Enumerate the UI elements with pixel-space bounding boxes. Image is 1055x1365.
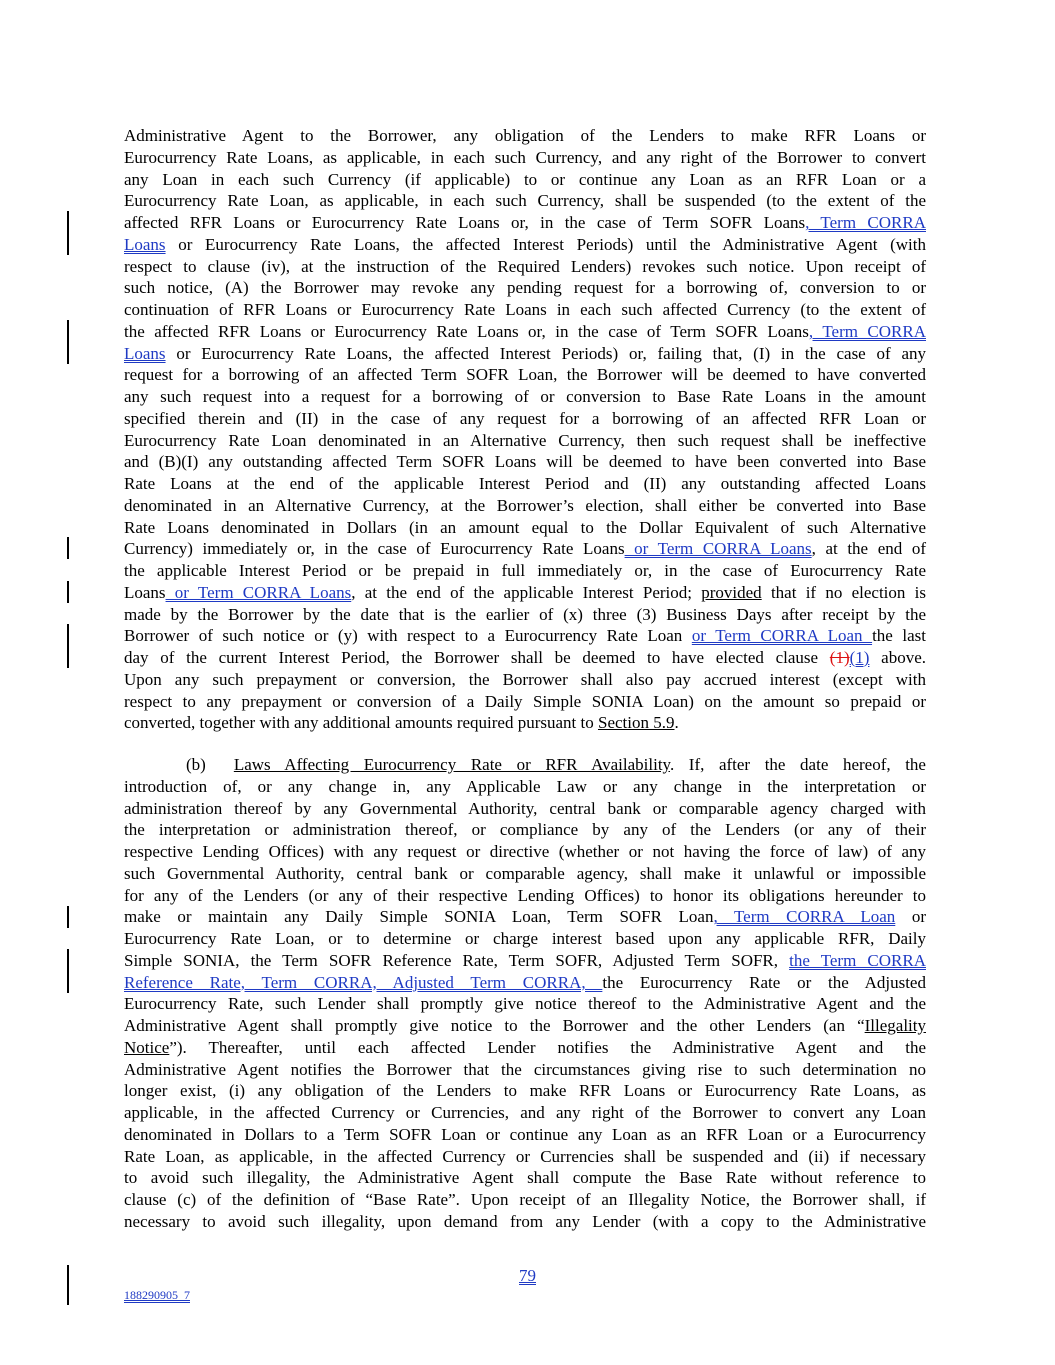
text-run: or <box>895 907 926 927</box>
change-bar <box>67 624 69 668</box>
change-bar <box>67 320 69 364</box>
text-line <box>124 1059 926 1081</box>
text-line <box>124 517 926 539</box>
page-number: 79 <box>519 1266 536 1285</box>
text-run: longer exist, (i) any obligation of the Lenders to make RFR Loans or Eurocurrency Rate Loans, as <box>124 1081 926 1101</box>
text-run: converted, together with any additional amounts required pursuant to <box>124 713 598 733</box>
text-run: the applicable Interest Period or be prepaid in full immediately or, in the case of Eurocurrency Rate <box>124 561 926 580</box>
text-run: to avoid such illegality, the Administrative Agent shall compute the Base Rate without reference to <box>124 1168 926 1188</box>
text-line <box>124 1167 926 1189</box>
text-line <box>124 1211 926 1233</box>
text-line <box>124 1015 926 1037</box>
text-line <box>124 863 926 885</box>
text-run: made by the Borrower by the date that is the earlier of (x) three (3) Business Days after receipt by the <box>124 604 926 624</box>
inserted-text: Loans <box>124 343 166 363</box>
text-run: Simple SONIA, the Term SOFR Reference Rate, Term SOFR, Adjusted Term SOFR, <box>124 950 790 970</box>
text-run: Eurocurrency Rate Loan, as applicable, in each such Currency, shall be suspended (to the extent of the <box>124 191 926 211</box>
change-bar <box>67 906 69 928</box>
text-run: necessary to avoid such illegality, upon demand from any Lender (with a copy to the Administrative <box>124 1211 926 1231</box>
text-run: Eurocurrency Rate Loan, or to determine or charge interest based upon any applicable RFR, Daily <box>124 929 926 948</box>
text-line <box>186 754 926 776</box>
text-run: Upon any such prepayment or conversion, the Borrower shall also pay accrued interest (except with <box>124 669 926 689</box>
text-line <box>124 972 926 994</box>
underlined-text: Notice <box>124 1037 170 1057</box>
text-run: , at the end of <box>811 539 926 559</box>
text-run: and (B)(I) any outstanding affected Term SOFR Loans will be deemed to have been converted into Base <box>124 452 926 472</box>
text-line <box>124 408 926 430</box>
inserted-text: , Term CORRA <box>808 321 926 341</box>
text-line <box>124 819 926 841</box>
underlined-text: Illegality <box>864 1016 926 1035</box>
text-run: respect to clause (iv), at the instruction of the Required Lenders) revokes such notice. Upon receipt of <box>124 256 926 276</box>
text-line <box>124 321 926 343</box>
text-line <box>124 950 926 972</box>
inserted-text: Loans <box>124 234 166 254</box>
text-line <box>124 1037 926 1059</box>
text-line <box>124 1080 926 1102</box>
text-run: Rate Loans denominated in Dollars (in an amount equal to the Dollar Equivalent of such Alternative <box>124 517 926 537</box>
text-line <box>124 212 926 234</box>
change-bar <box>67 581 69 603</box>
text-line <box>124 798 926 820</box>
text-run: or Eurocurrency Rate Loans, the affected Interest Periods) until the Administrative Agent (with <box>165 234 926 254</box>
text-run: day of the current Interest Period, the Borrower shall be deemed to have elected clause <box>124 648 830 667</box>
text-run: introduction of, or any change in, any Applicable Law or any change in the interpretation or <box>124 776 926 796</box>
text-line <box>124 495 926 517</box>
change-bar <box>67 949 69 993</box>
text-run: such Governmental Authority, central bank or comparable agency, shall make it unlawful or impossible <box>124 863 926 883</box>
text-line <box>124 1189 926 1211</box>
text-run: for any of the Lenders (or any of their respective Lending Offices) to honor its obligations hereunder to <box>124 885 926 905</box>
text-run: Administrative Agent shall promptly give notice to the Borrower and the other Lenders (an “ <box>124 1016 865 1035</box>
text-line <box>124 604 926 626</box>
text-line <box>124 776 926 798</box>
deleted-text: (1) <box>829 648 850 667</box>
text-line <box>124 125 926 147</box>
text-line <box>124 1124 926 1146</box>
text-run: Loans <box>124 582 166 602</box>
text-run: above. <box>869 648 926 667</box>
text-line <box>124 277 926 299</box>
text-run: denominated in Dollars to a Term SOFR Loan or continue any Loan as an RFR Loan or a Eurocurrency <box>124 1124 926 1144</box>
text-run: the Eurocurrency Rate or the Adjusted <box>602 972 926 992</box>
text-line <box>124 906 926 928</box>
text-line <box>124 343 926 365</box>
change-bar <box>67 537 69 559</box>
text-line <box>124 669 926 691</box>
inserted-text: (1) <box>849 648 870 667</box>
text-run: the affected RFR Loans or Eurocurrency Rate Loans or, in the case of Term SOFR Loans <box>124 321 809 341</box>
text-line <box>124 841 926 863</box>
text-run: Eurocurrency Rate Loans, as applicable, in each such Currency, and any right of the Borrower to convert <box>124 147 926 167</box>
inserted-text: or Term CORRA Loans <box>165 582 352 602</box>
text-line <box>124 256 926 278</box>
text-run: the interpretation or administration thereof, or compliance by any of the Lenders (or any of their <box>124 820 926 840</box>
text-run: . If, after the date hereof, the <box>669 755 926 774</box>
text-line <box>124 538 926 560</box>
text-line <box>124 928 926 950</box>
text-run: Administrative Agent to the Borrower, any obligation of the Lenders to make RFR Loans or <box>124 126 926 145</box>
text-line <box>124 885 926 907</box>
text-line <box>124 451 926 473</box>
text-run: affected RFR Loans or Eurocurrency Rate Loans or, in the case of Term SOFR Loans <box>124 213 806 232</box>
inserted-text: the Term CORRA <box>789 950 926 970</box>
text-run: any such request into a request for a borrowing of or conversion to Base Rate Loans in the amount <box>124 387 926 406</box>
text-line <box>124 993 926 1015</box>
document-footer-id: 188290905_7 <box>124 1288 190 1302</box>
text-line <box>124 190 926 212</box>
text-line <box>124 625 926 647</box>
text-line <box>124 691 926 713</box>
text-run: any Loan in each such Currency (if applicable) to or continue any Loan as an RFR Loan or a <box>124 169 926 189</box>
text-run: respect to any prepayment or conversion of a Daily Simple SONIA Loan) on the amount so prepaid or <box>124 691 926 711</box>
text-run: Currency) immediately or, in the case of Eurocurrency Rate Loans <box>124 539 625 559</box>
text-run: Administrative Agent notifies the Borrower that the circumstances giving rise to such determination no <box>124 1059 926 1079</box>
underlined-text: Laws Affecting Eurocurrency Rate or RFR Availability <box>233 755 670 774</box>
text-run: Eurocurrency Rate, such Lender shall promptly give notice thereof to the Administrative Agent and the <box>124 994 926 1014</box>
text-line <box>124 299 926 321</box>
text-run: clause (c) of the definition of “Base Rate”. Upon receipt of an Illegality Notice, the Borrower shall, if <box>124 1190 926 1209</box>
text-line <box>124 1102 926 1124</box>
text-run: Rate Loans at the end of the applicable Interest Period and (II) any outstanding affected Loans <box>124 474 926 493</box>
text-line <box>124 430 926 452</box>
text-line <box>124 582 926 604</box>
text-run: Eurocurrency Rate Loan denominated in an Alternative Currency, then such request shall be ineffective <box>124 430 926 450</box>
text-run: specified therein and (II) in the case of any request for a borrowing of an affected RFR Loan or <box>124 408 926 428</box>
text-line <box>124 234 926 256</box>
text-line <box>124 473 926 495</box>
text-line <box>124 712 926 734</box>
underlined-text: Section 5.9 <box>597 713 675 733</box>
text-run: Rate Loan, as applicable, in the affected Currency or Currencies shall be suspended and (ii) if necessary <box>124 1146 926 1166</box>
text-run: respective Lending Offices) with any request or directive (whether or not having the force of law) of any <box>124 842 926 861</box>
text-run: or Eurocurrency Rate Loans, the affected Interest Periods) or, failing that, (I) in the case of any <box>165 343 926 363</box>
text-run: denominated in an Alternative Currency, at the Borrower’s election, shall either be converted into Base <box>124 495 926 515</box>
text-run: make or maintain any Daily Simple SONIA Loan, Term SOFR Loan <box>124 907 714 927</box>
text-run: , at the end of the applicable Interest Period; <box>351 582 702 602</box>
text-run: applicable, in the affected Currency or Currencies, and any right of the Borrower to convert any Loan <box>124 1103 926 1122</box>
text-run: continuation of RFR Loans or Eurocurrency Rate Loans in each such affected Currency (to the extent of <box>124 300 926 319</box>
text-run: (b) <box>186 755 206 774</box>
text-line <box>124 647 926 669</box>
text-run: the last <box>872 626 926 646</box>
change-bar <box>67 211 69 255</box>
text-line <box>124 147 926 169</box>
inserted-text: , Term CORRA Loan <box>713 907 896 927</box>
inserted-text: , Term CORRA <box>805 213 926 232</box>
text-line <box>124 364 926 386</box>
text-line <box>124 1146 926 1168</box>
inserted-text: Reference Rate, Term CORRA, Adjusted Term CORRA, <box>124 972 603 992</box>
text-run: administration thereof by any Governmental Authority, central bank or comparable agency charged with <box>124 798 926 818</box>
text-run: ”). Thereafter, until each affected Lender notifies the Administrative Agent and the <box>169 1037 926 1057</box>
underlined-text: provided <box>701 582 762 602</box>
text-run: such notice, (A) the Borrower may revoke any pending request for a borrowing of, conversion to or <box>124 278 926 298</box>
inserted-text: or Term CORRA Loan <box>691 626 873 646</box>
text-run: . <box>674 713 679 733</box>
text-run: that if no election is <box>761 582 926 602</box>
text-line <box>124 560 926 582</box>
text-line <box>124 169 926 191</box>
text-run: request for a borrowing of an affected Term SOFR Loan, the Borrower will be deemed to have converted <box>124 365 926 385</box>
text-run: Borrower of such notice or (y) with respect to a Eurocurrency Rate Loan <box>124 626 692 646</box>
text-line <box>124 386 926 408</box>
inserted-text: or Term CORRA Loans <box>624 539 812 559</box>
